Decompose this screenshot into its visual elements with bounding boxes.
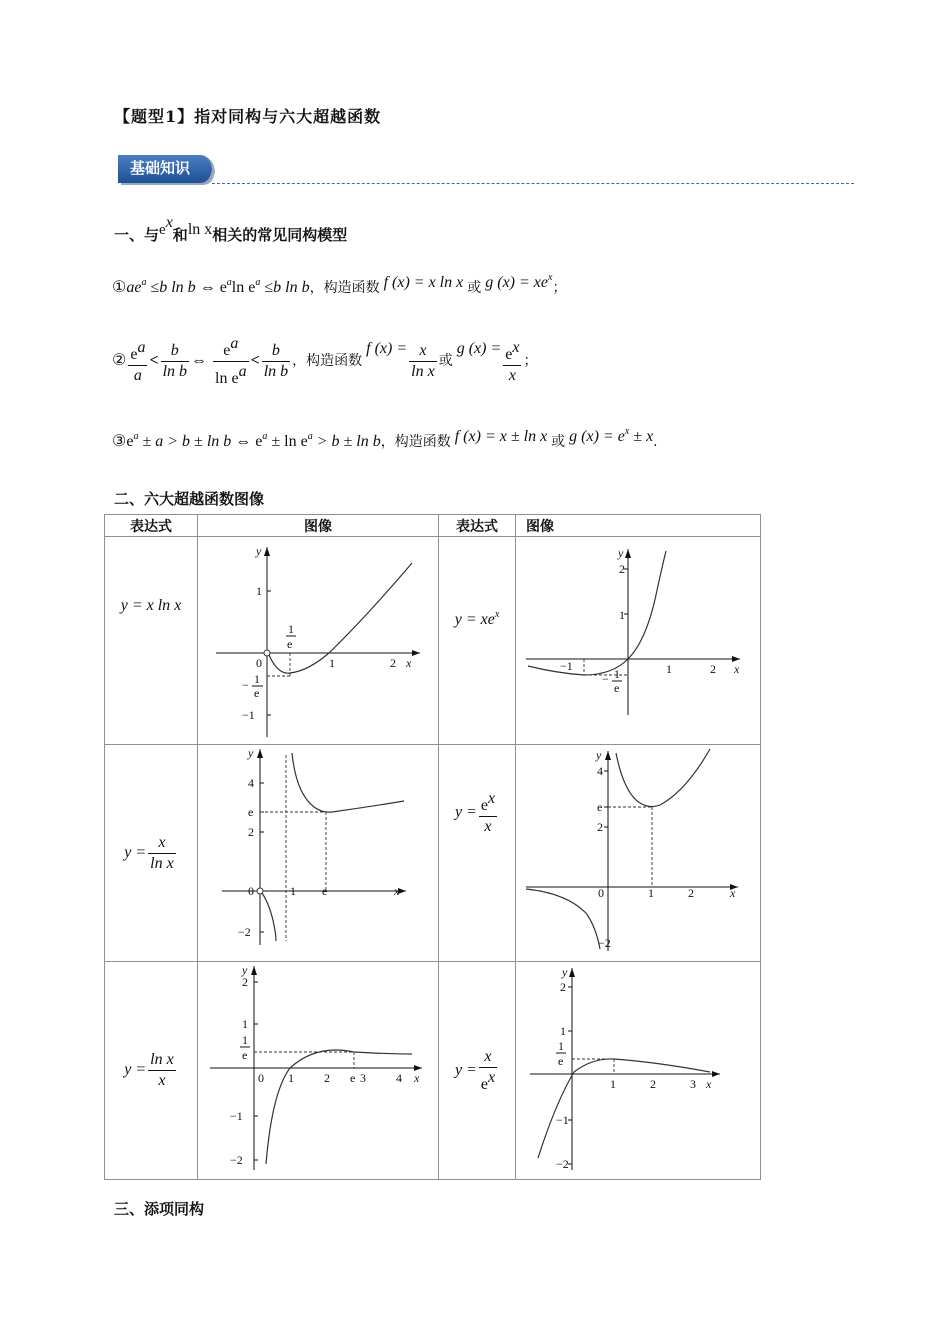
table-row xyxy=(105,745,761,962)
graph-lnx-over-x-plot xyxy=(198,962,438,1175)
svg-text:y: y xyxy=(618,546,624,560)
graph-x-over-lnx xyxy=(198,745,439,962)
svg-text:1: 1 xyxy=(560,1024,566,1038)
section2-heading: 二、六大超越函数图像 xyxy=(114,490,265,508)
graph-lnx-over-x xyxy=(198,962,439,1180)
svg-text:0: 0 xyxy=(248,884,254,898)
svg-text:4: 4 xyxy=(597,764,603,778)
col-header-expression: 表达式 xyxy=(105,515,198,537)
svg-text:−1: −1 xyxy=(242,708,255,722)
svg-text:−1: −1 xyxy=(556,1113,569,1127)
svg-text:1: 1 xyxy=(666,662,672,676)
svg-text:1: 1 xyxy=(288,1071,294,1085)
svg-text:1: 1 xyxy=(242,1017,248,1031)
svg-text:y: y xyxy=(596,748,602,762)
graph-x-over-ex xyxy=(516,962,761,1180)
svg-text:x: x xyxy=(414,1071,420,1085)
svg-text:2: 2 xyxy=(390,656,396,670)
expr-x-over-lnx: y = $\frac{x}{\text{ln x}}$ xyxy=(105,745,198,962)
model-1: $①ae^a \le b$ ln b ⇔ $e^a\ln$ $e^a \le b$ ln b，构造函数 f (x) = x ln x 或 g $(x) = xe^x$； xyxy=(112,272,567,296)
svg-text:2: 2 xyxy=(619,562,625,576)
svg-text:y: y xyxy=(248,746,254,760)
svg-text:1: 1 xyxy=(648,886,654,900)
section-badge xyxy=(116,153,212,183)
svg-text:2: 2 xyxy=(248,825,254,839)
col-header-graph-2: 图像 xyxy=(516,515,761,537)
col-header-graph: 图像 xyxy=(198,515,439,537)
svg-text:2: 2 xyxy=(560,980,566,994)
svg-text:3: 3 xyxy=(360,1071,366,1085)
functions-table xyxy=(104,514,761,1180)
svg-text:x: x xyxy=(406,656,412,670)
svg-text:1: 1 xyxy=(610,1077,616,1091)
svg-text:−2: −2 xyxy=(230,1153,243,1167)
svg-text:1: 1 xyxy=(290,884,296,898)
expr-xex: $y = xe^x$ xyxy=(439,537,516,745)
graph-xex-plot xyxy=(516,537,750,740)
svg-text:x: x xyxy=(734,662,740,676)
svg-text:y: y xyxy=(256,544,262,558)
svg-text:−: − xyxy=(242,678,249,692)
graph-ex-over-x-plot xyxy=(516,745,750,957)
svg-text:x: x xyxy=(706,1077,712,1091)
svg-text:−2: −2 xyxy=(238,925,251,939)
svg-text:y: y xyxy=(242,963,248,977)
col-header-expression-2: 表达式 xyxy=(439,515,516,537)
svg-text:0: 0 xyxy=(598,886,604,900)
svg-text:1: 1 xyxy=(256,584,262,598)
graph-xlnx-plot xyxy=(198,537,438,740)
section-divider xyxy=(212,183,854,184)
svg-text:1: 1 xyxy=(288,622,294,636)
svg-text:2: 2 xyxy=(242,975,248,989)
svg-text:1: 1 xyxy=(619,608,625,622)
svg-text:0: 0 xyxy=(258,1071,264,1085)
svg-text:x: x xyxy=(394,884,400,898)
svg-text:4: 4 xyxy=(396,1071,402,1085)
graph-xlnx xyxy=(198,537,439,745)
section1-heading: 一、与$e^x$和ln x相关的常见同构模型 xyxy=(114,214,348,244)
svg-text:3: 3 xyxy=(690,1077,696,1091)
expr-ex-over-x: y = $\frac{e^x}{x}$ xyxy=(439,745,516,962)
page-title: 【题型1】指对同构与六大超越函数 xyxy=(114,107,382,126)
svg-text:e: e xyxy=(248,805,254,819)
svg-text:e: e xyxy=(597,800,603,814)
svg-text:e: e xyxy=(287,637,293,651)
svg-text:e: e xyxy=(614,681,620,695)
svg-text:e: e xyxy=(350,1071,356,1085)
svg-text:−1: −1 xyxy=(560,659,573,673)
graph-x-over-lnx-plot xyxy=(198,745,438,957)
expr-xlnx: y = x ln x xyxy=(105,537,198,745)
section3-heading: 三、添项同构 xyxy=(114,1200,205,1218)
svg-text:−2: −2 xyxy=(556,1157,569,1171)
graph-x-over-ex-plot xyxy=(516,962,750,1175)
svg-text:1: 1 xyxy=(614,667,620,681)
graph-xex xyxy=(516,537,761,745)
svg-text:1: 1 xyxy=(242,1033,248,1047)
svg-text:e: e xyxy=(254,686,260,700)
svg-text:e: e xyxy=(242,1048,248,1062)
graph-ex-over-x xyxy=(516,745,761,962)
svg-text:2: 2 xyxy=(688,886,694,900)
svg-text:−: − xyxy=(602,672,609,686)
svg-text:−1: −1 xyxy=(230,1109,243,1123)
svg-text:2: 2 xyxy=(324,1071,330,1085)
svg-text:y: y xyxy=(562,965,568,979)
svg-text:x: x xyxy=(730,886,736,900)
svg-text:e: e xyxy=(322,884,328,898)
svg-text:4: 4 xyxy=(248,776,254,790)
svg-text:2: 2 xyxy=(710,662,716,676)
table-row xyxy=(105,537,761,745)
model-3: $③e^a \pm a > b \pm \ln b$ ⇔ $e^a \pm \ln e^a > b \pm \ln b$，构造函数 f (x) = x ± ln x 或 g $(x) = e^x \pm x$. xyxy=(112,426,658,450)
table-row xyxy=(105,962,761,1180)
expr-x-over-ex: y = $\frac{x}{e^x}$ xyxy=(439,962,516,1180)
svg-text:2: 2 xyxy=(597,820,603,834)
svg-text:1: 1 xyxy=(329,656,335,670)
svg-text:1: 1 xyxy=(254,672,260,686)
svg-text:e: e xyxy=(558,1054,564,1068)
badge-label: 基础知识 xyxy=(129,159,190,177)
model-2: ② $\frac{e^a}{a}$ < $\frac{b}{\text{ln b}}$ ⇔ $\frac{e^a}{\ln e^a}$ < $\frac{b}{\text{ln b}}$ ，构造函数 f (x) = $\frac{x}{\text{ln x}}$ 或 g (x) = $\frac{e^x}{x}$ ； xyxy=(112,335,538,387)
svg-text:1: 1 xyxy=(558,1039,564,1053)
expr-lnx-over-x: y = $\frac{\text{ln x}}{x}$ xyxy=(105,962,198,1180)
svg-text:−2: −2 xyxy=(598,936,611,950)
svg-text:0: 0 xyxy=(256,656,262,670)
svg-text:2: 2 xyxy=(650,1077,656,1091)
